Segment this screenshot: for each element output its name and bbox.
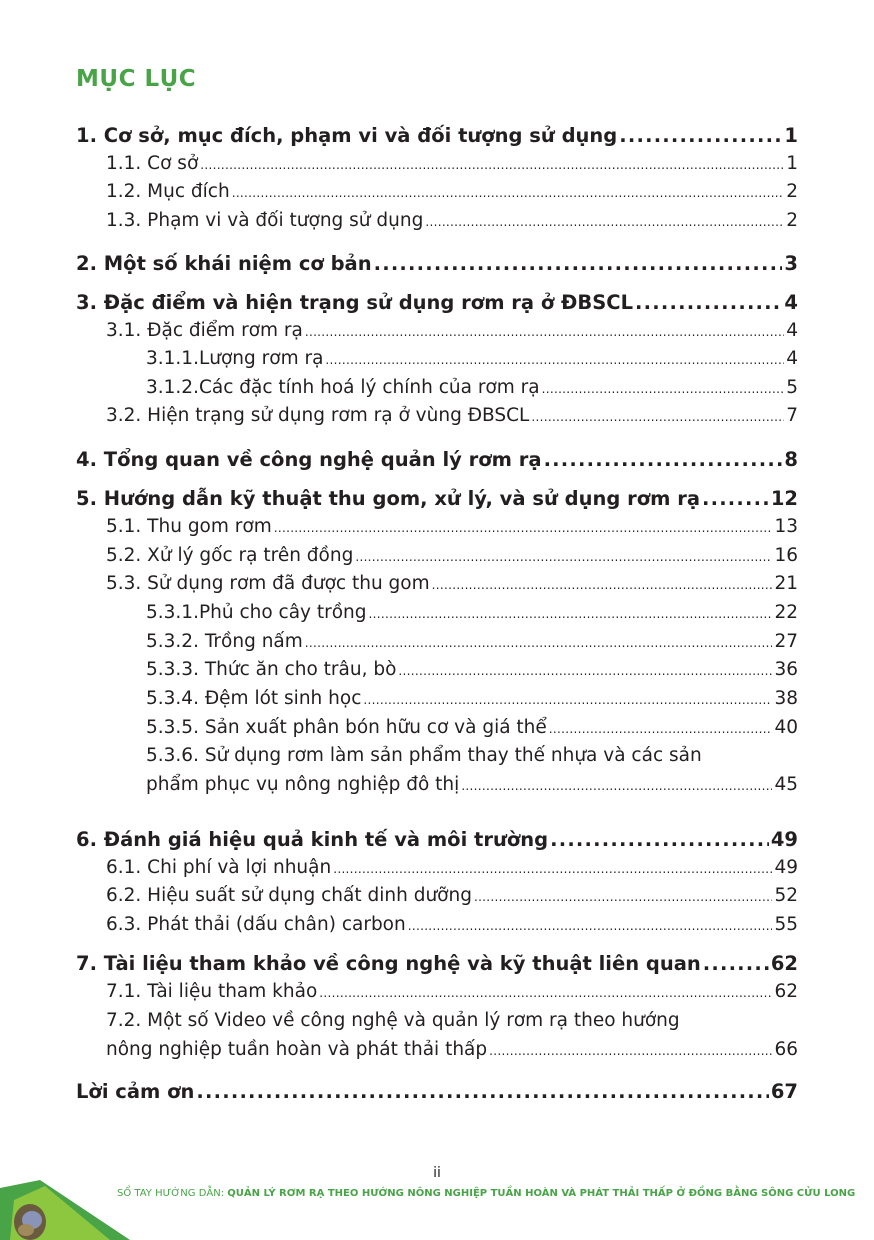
toc-entry-label: 3.2. Hiện trạng sử dụng rơm rạ ở vùng ĐBSCL xyxy=(106,405,530,426)
toc-entry-line1: 5.3.6. Sử dụng rơm làm sản phẩm thay thế nhựa và các sản xyxy=(146,745,702,766)
dot-leader xyxy=(369,602,773,623)
toc-entry[interactable] xyxy=(106,885,798,906)
toc-entry[interactable] xyxy=(76,952,798,975)
toc-entry-label: 7.1. Tài liệu tham khảo xyxy=(106,981,318,1002)
toc-page-number: 45 xyxy=(774,774,798,795)
toc-entry[interactable] xyxy=(146,602,798,623)
dot-leader xyxy=(333,857,772,878)
dot-leader xyxy=(355,545,772,566)
toc-page-number: 1 xyxy=(784,124,798,147)
toc-page-number: 38 xyxy=(774,688,798,709)
toc-page-number: 16 xyxy=(774,545,798,566)
toc-entry-label: phẩm phục vụ nông nghiệp đô thị xyxy=(146,774,460,795)
toc-page-number: 3 xyxy=(784,252,798,275)
toc-page-number: 62 xyxy=(770,952,798,975)
page-number: ii xyxy=(433,1165,441,1181)
toc-entry-label: 3.1.1.Lượng rơm rạ xyxy=(146,348,324,369)
toc-entry[interactable] xyxy=(146,688,798,709)
toc-entry-label: 5. Hướng dẫn kỹ thuật thu gom, xử lý, và sử dụng rơm rạ xyxy=(76,487,700,510)
toc-entry[interactable] xyxy=(76,252,798,275)
toc-page-number: 36 xyxy=(774,659,798,680)
dot-leader xyxy=(461,774,772,795)
dot-leader xyxy=(432,573,773,594)
dot-leader xyxy=(635,291,782,314)
dot-leader xyxy=(398,659,772,680)
toc-entry[interactable] xyxy=(106,516,798,537)
toc-entry[interactable] xyxy=(106,573,798,594)
toc-page-number: 55 xyxy=(774,914,798,935)
toc-page-number: 8 xyxy=(784,448,798,471)
toc-page-number: 13 xyxy=(774,516,798,537)
footer-logo-image xyxy=(0,1180,130,1240)
dot-leader xyxy=(374,252,783,275)
toc-entry-label: 6.1. Chi phí và lợi nhuận xyxy=(106,857,332,878)
toc-entry-label: 5.3.5. Sản xuất phân bón hữu cơ và giá thể xyxy=(146,717,547,738)
toc-entry-label: 1.1. Cơ sở xyxy=(106,153,199,174)
toc-entry[interactable] xyxy=(106,914,798,935)
toc-entry[interactable] xyxy=(106,857,798,878)
toc-entry[interactable] xyxy=(146,631,798,652)
toc-entry[interactable] xyxy=(146,717,798,738)
dot-leader xyxy=(200,153,784,174)
toc-page-number: 49 xyxy=(774,857,798,878)
toc-page-number: 40 xyxy=(774,717,798,738)
toc-entry-label: 6.3. Phát thải (dấu chân) carbon xyxy=(106,914,406,935)
toc-page-number: 4 xyxy=(784,291,798,314)
toc-entry-label: 6.2. Hiệu suất sử dụng chất dinh dưỡng xyxy=(106,885,472,906)
dot-leader xyxy=(305,320,784,341)
toc-entry-label: 2. Một số khái niệm cơ bản xyxy=(76,252,372,275)
toc-entry-label: 5.3.4. Đệm lót sinh học xyxy=(146,688,362,709)
toc-page-number: 5 xyxy=(786,377,798,398)
toc-entry[interactable] xyxy=(106,1039,798,1060)
footer-title xyxy=(117,1188,855,1199)
toc-entry[interactable] xyxy=(106,545,798,566)
toc-page-number: 62 xyxy=(774,981,798,1002)
toc-entry-label: 5.2. Xử lý gốc rạ trên đồng xyxy=(106,545,354,566)
toc-entry[interactable] xyxy=(76,291,798,314)
dot-leader xyxy=(489,1039,772,1060)
toc-entry[interactable] xyxy=(106,210,798,231)
toc-page-number: 1 xyxy=(786,153,798,174)
toc-entry[interactable] xyxy=(106,405,798,426)
dot-leader xyxy=(232,181,785,202)
toc-entry[interactable] xyxy=(76,124,798,147)
toc-entry[interactable] xyxy=(76,487,798,510)
dot-leader xyxy=(542,377,785,398)
toc-entry-label: 1.2. Mục đích xyxy=(106,181,230,202)
toc-page-number: 27 xyxy=(774,631,798,652)
toc-page-number: 7 xyxy=(786,405,798,426)
toc-page-number: 49 xyxy=(770,828,798,851)
toc-entry-label: 5.3.2. Trồng nấm xyxy=(146,631,303,652)
toc-page-number: 2 xyxy=(786,181,798,202)
dot-leader xyxy=(544,448,783,471)
toc-entry-label: 4. Tổng quan về công nghệ quản lý rơm rạ xyxy=(76,448,542,471)
toc-entry[interactable] xyxy=(106,181,798,202)
toc-page-number: 12 xyxy=(770,487,798,510)
dot-leader xyxy=(702,487,769,510)
toc-page-number: 2 xyxy=(786,210,798,231)
toc-entry[interactable] xyxy=(146,348,798,369)
footer-prefix: SỔ TAY HƯỚNG DẪN: xyxy=(117,1188,225,1199)
toc-entry[interactable] xyxy=(106,981,798,1002)
toc-entry[interactable] xyxy=(106,153,798,174)
toc-entry-label: 3.1. Đặc điểm rơm rạ xyxy=(106,320,303,341)
toc-entry[interactable] xyxy=(146,774,798,795)
toc-page-number: 4 xyxy=(786,348,798,369)
toc-entry[interactable] xyxy=(76,828,798,851)
dot-leader xyxy=(305,631,773,652)
toc-entry-line1: 7.2. Một số Video về công nghệ và quản lý rơm rạ theo hướng xyxy=(106,1010,680,1031)
toc-entry-label: 7. Tài liệu tham khảo về công nghệ và kỹ thuật liên quan xyxy=(76,952,701,975)
dot-leader xyxy=(619,124,782,147)
dot-leader xyxy=(549,717,773,738)
toc-entry[interactable] xyxy=(106,320,798,341)
toc-entry[interactable] xyxy=(146,659,798,680)
toc-entry[interactable] xyxy=(76,448,798,471)
toc-entry-label: 5.3.1.Phủ cho cây trồng xyxy=(146,602,367,623)
dot-leader xyxy=(408,914,773,935)
dot-leader xyxy=(474,885,773,906)
toc-entry-label: 5.1. Thu gom rơm xyxy=(106,516,272,537)
toc-page-number: 66 xyxy=(774,1039,798,1060)
dot-leader xyxy=(703,952,769,975)
toc-entry-label: 5.3.3. Thức ăn cho trâu, bò xyxy=(146,659,397,680)
toc-entry-label: 1. Cơ sở, mục đích, phạm vi và đối tượng sử dụng xyxy=(76,124,618,147)
toc-entry-label: 5.3. Sử dụng rơm đã được thu gom xyxy=(106,573,430,594)
footer-book-title: QUẢN LÝ RƠM RẠ THEO HƯỚNG NÔNG NGHIỆP TUẦN HOÀN VÀ PHÁT THẢI THẤP Ở ĐỒNG BẰNG SÔNG CỬU LONG xyxy=(227,1188,856,1199)
dot-leader xyxy=(319,981,772,1002)
dot-leader xyxy=(425,210,784,231)
dot-leader xyxy=(274,516,773,537)
toc-entry-label: Lời cảm ơn xyxy=(76,1080,195,1103)
toc-entry-label: 3.1.2.Các đặc tính hoá lý chính của rơm rạ xyxy=(146,377,540,398)
toc-entry-label: nông nghiệp tuần hoàn và phát thải thấp xyxy=(106,1039,488,1060)
toc-page-number: 21 xyxy=(774,573,798,594)
toc-entry-label: 1.3. Phạm vi và đối tượng sử dụng xyxy=(106,210,424,231)
dot-leader xyxy=(325,348,784,369)
toc-page-number: 4 xyxy=(786,320,798,341)
toc-entry[interactable] xyxy=(146,377,798,398)
dot-leader xyxy=(196,1080,768,1103)
toc-page-number: 67 xyxy=(770,1080,798,1103)
toc-page-number: 22 xyxy=(774,602,798,623)
dot-leader xyxy=(531,405,784,426)
page-title: MỤC LỤC xyxy=(76,66,197,92)
toc-page-number: 52 xyxy=(774,885,798,906)
toc-entry-label: 6. Đánh giá hiệu quả kinh tế và môi trường xyxy=(76,828,549,851)
dot-leader xyxy=(363,688,772,709)
toc-entry-label: 3. Đặc điểm và hiện trạng sử dụng rơm rạ ở ĐBSCL xyxy=(76,291,634,314)
dot-leader xyxy=(550,828,769,851)
toc-entry[interactable] xyxy=(76,1080,798,1103)
